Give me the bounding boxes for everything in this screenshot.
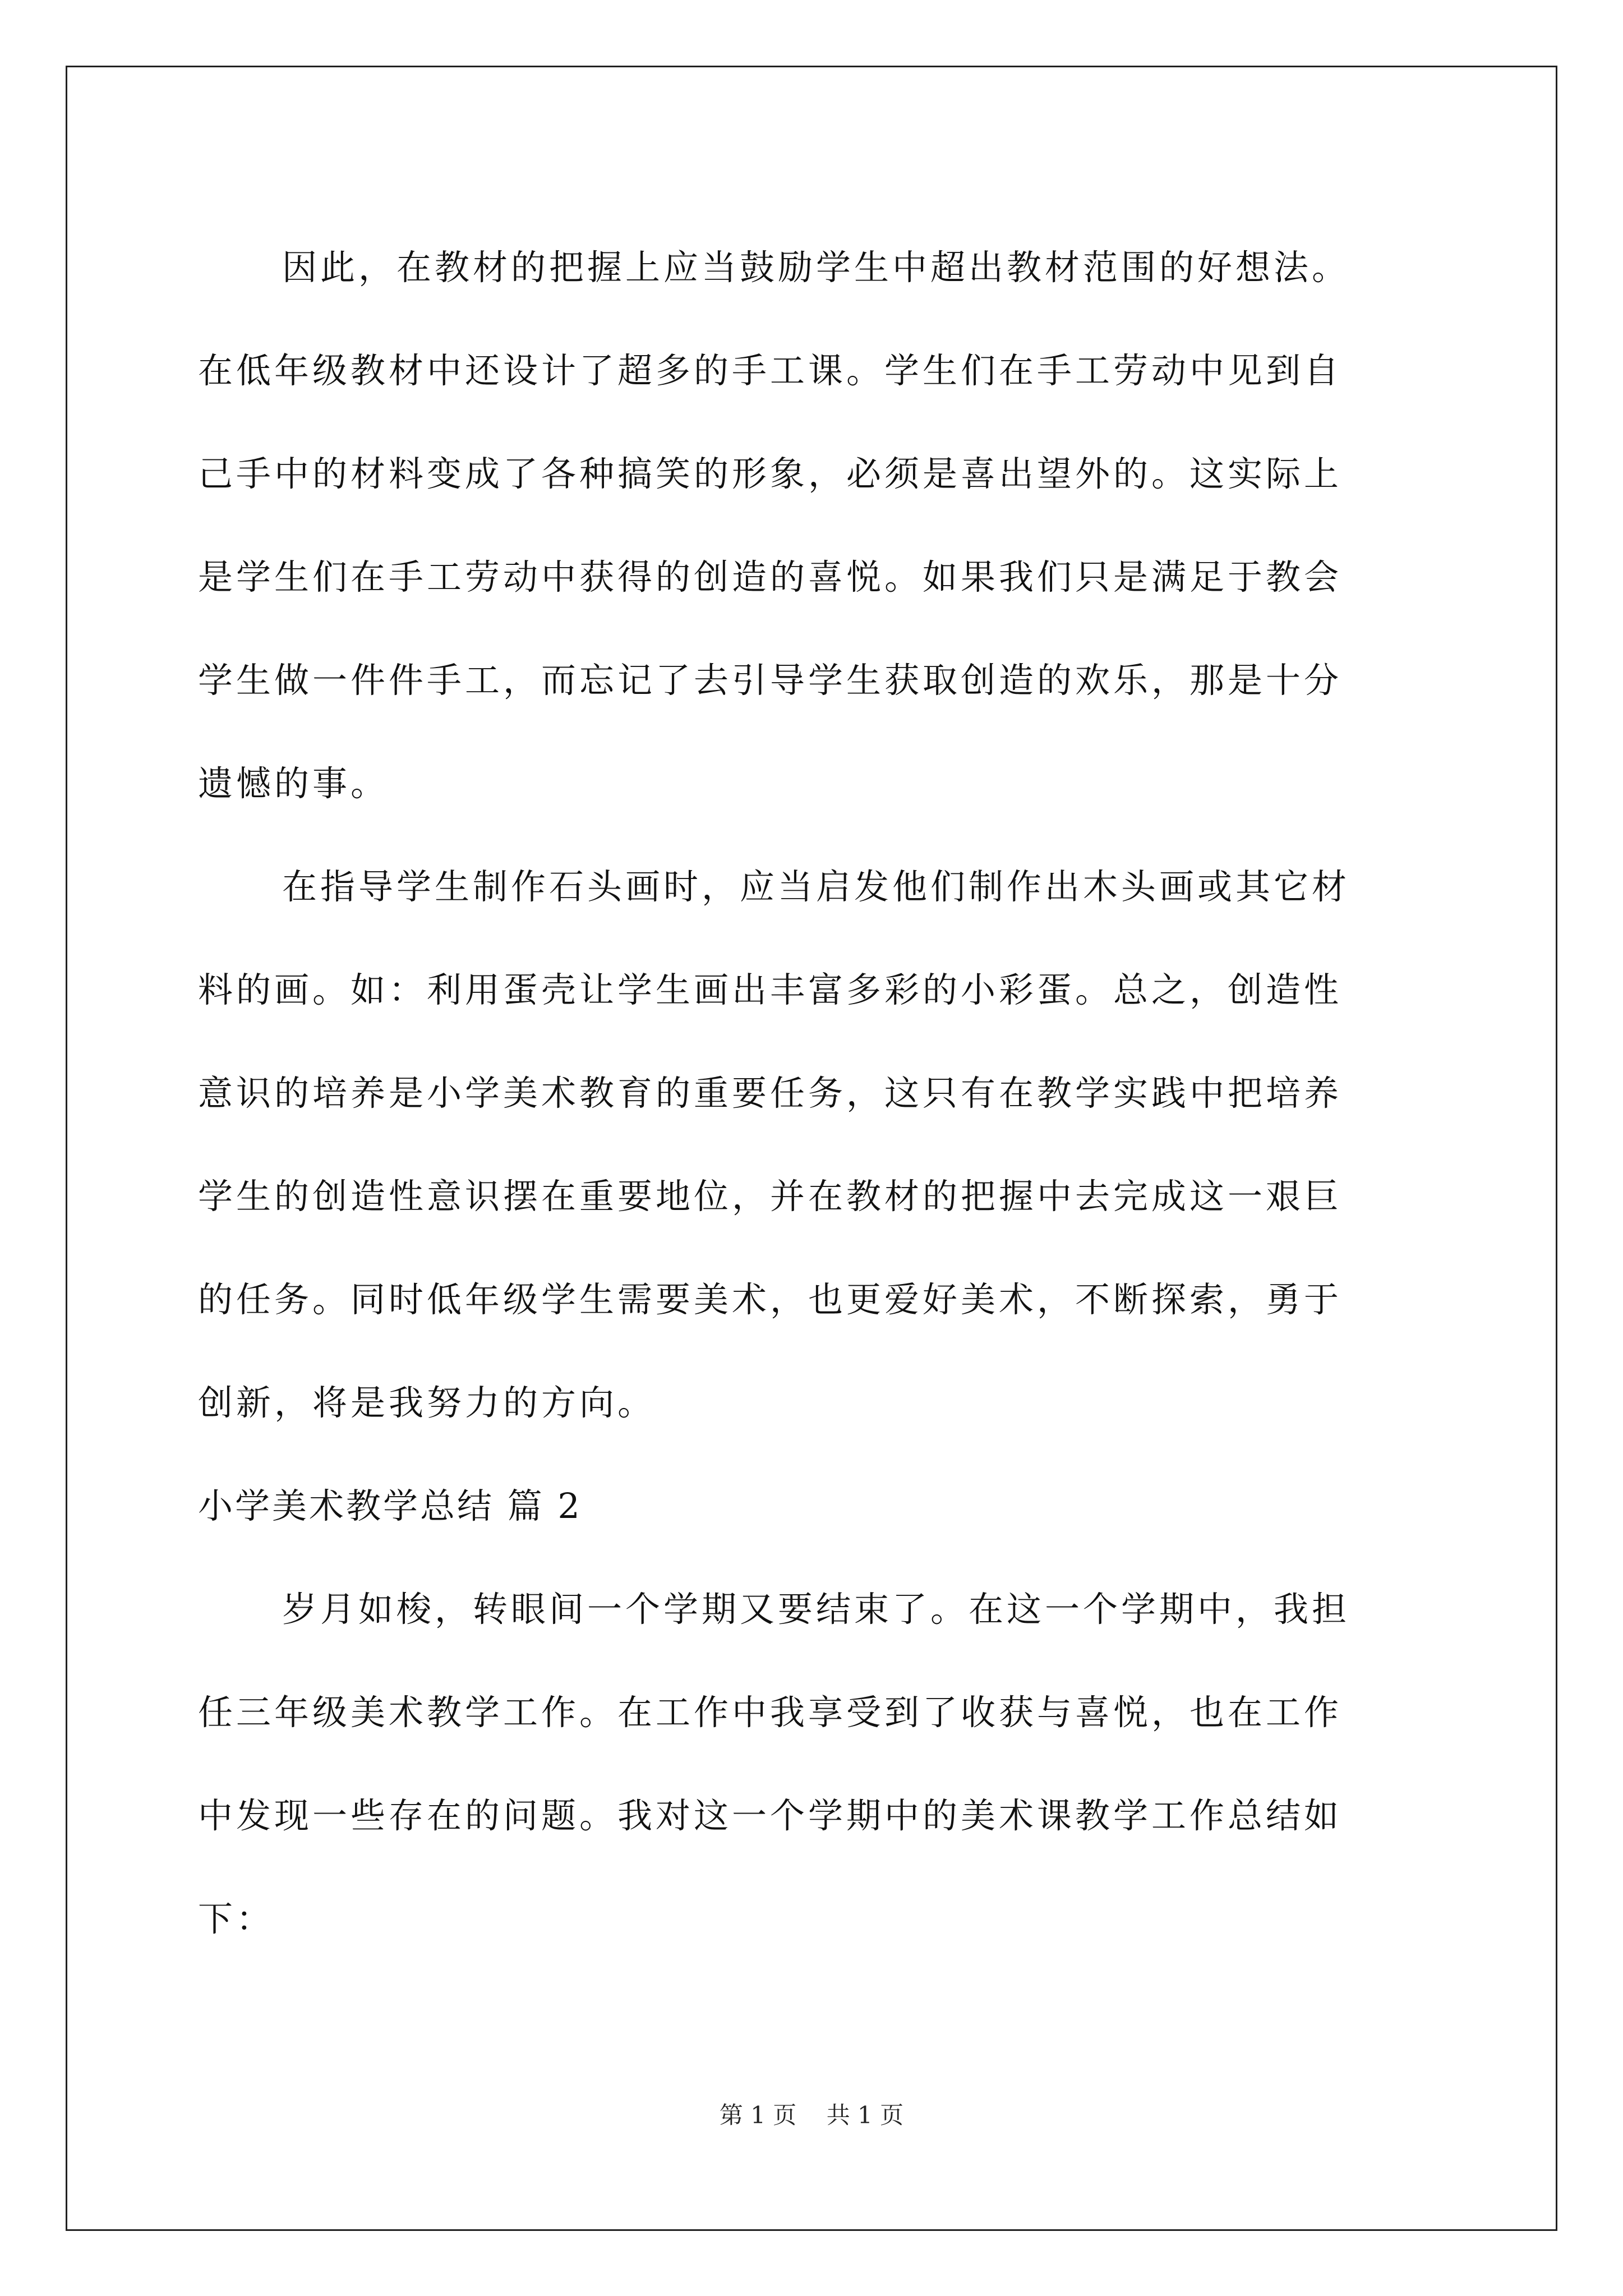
- text-line: 岁月如梭，转眼间一个学期又要结束了。在这一个学期中，我担: [282, 1589, 1350, 1630]
- paragraph: [198, 1558, 1426, 1971]
- paragraph: [198, 835, 1426, 1455]
- document-body: [198, 216, 1426, 1971]
- text-line: 任三年级美术教学工作。在工作中我享受到了收获与喜悦，也在工作: [198, 1692, 1343, 1733]
- section-heading: 小学美术教学总结 篇 2: [198, 1485, 582, 1526]
- text-line: 学生做一件件手工，而忘记了去引导学生获取创造的欢乐，那是十分: [198, 660, 1343, 701]
- text-line: 意识的培养是小学美术教育的重要任务，这只有在教学实践中把培养: [198, 1073, 1343, 1114]
- text-line: 是学生们在手工劳动中获得的创造的喜悦。如果我们只是满足于教会: [198, 556, 1343, 597]
- text-line: 在低年级教材中还设计了超多的手工课。学生们在手工劳动中见到自: [198, 350, 1343, 391]
- text-line: 创新，将是我努力的方向。: [198, 1382, 656, 1423]
- text-line: 己手中的材料变成了各种搞笑的形象，必须是喜出望外的。这实际上: [198, 453, 1343, 494]
- text-line: 料的画。如：利用蛋壳让学生画出丰富多彩的小彩蛋。总之，创造性: [198, 969, 1343, 1010]
- page-footer: 第 1 页 共 1 页: [719, 2101, 904, 2129]
- text-line: 遗憾的事。: [198, 763, 389, 804]
- text-line: 下：: [198, 1898, 275, 1939]
- text-line: 中发现一些存在的问题。我对这一个学期中的美术课教学工作总结如: [198, 1795, 1343, 1836]
- text-line: 学生的创造性意识摆在重要地位，并在教材的把握中去完成这一艰巨: [198, 1176, 1343, 1217]
- text-line: 因此，在教材的把握上应当鼓励学生中超出教材范围的好想法。: [282, 247, 1350, 288]
- text-line: 在指导学生制作石头画时，应当启发他们制作出木头画或其它材: [282, 866, 1350, 907]
- paragraph: [198, 216, 1426, 835]
- text-line: 的任务。同时低年级学生需要美术，也更爱好美术，不断探索，勇于: [198, 1279, 1343, 1320]
